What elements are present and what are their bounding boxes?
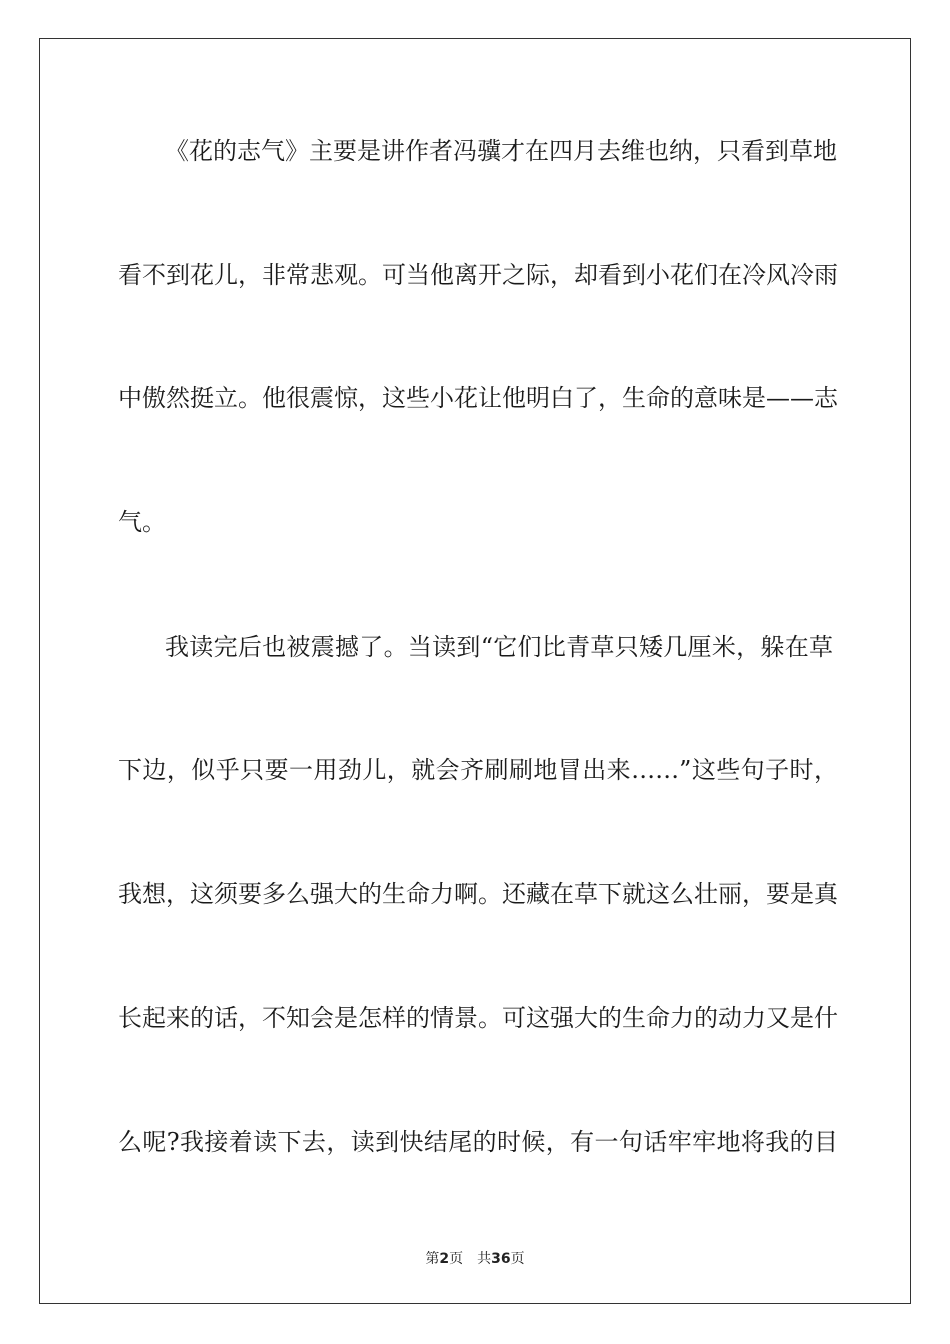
paragraph-1-line-4: 气。 xyxy=(118,508,166,536)
paragraph-2-line-4: 长起来的话，不知会是怎样的情景。可这强大的生命力的动力又是什 xyxy=(118,1004,838,1032)
page-border xyxy=(39,38,911,1304)
page-number: 2 xyxy=(439,1251,450,1267)
total-suffix: 页 xyxy=(510,1251,525,1267)
paragraph-1-line-2: 看不到花儿，非常悲观。可当他离开之际，却看到小花们在冷风冷雨 xyxy=(118,261,838,289)
page-prefix: 第 xyxy=(425,1251,440,1267)
total-prefix: 共 xyxy=(477,1251,492,1267)
page-footer xyxy=(0,1248,950,1268)
paragraph-1-line-3: 中傲然挺立。他很震惊，这些小花让他明白了，生命的意味是——志 xyxy=(118,384,838,412)
paragraph-2-line-2: 下边，似乎只要一用劲儿，就会齐刷刷地冒出来……”这些句子时， xyxy=(118,756,838,784)
total-pages: 36 xyxy=(491,1251,511,1267)
paragraph-1-line-1: 《花的志气》主要是讲作者冯骥才在四月去维也纳，只看到草地 xyxy=(165,137,837,165)
page-suffix: 页 xyxy=(449,1251,464,1267)
paragraph-2-line-3: 我想，这须要多么强大的生命力啊。还藏在草下就这么壮丽，要是真 xyxy=(118,880,838,908)
paragraph-2-line-1: 我读完后也被震撼了。当读到“它们比青草只矮几厘米，躲在草 xyxy=(165,633,833,661)
paragraph-2-line-5: 么呢?我接着读下去，读到快结尾的时候，有一句话牢牢地将我的目 xyxy=(118,1128,838,1156)
